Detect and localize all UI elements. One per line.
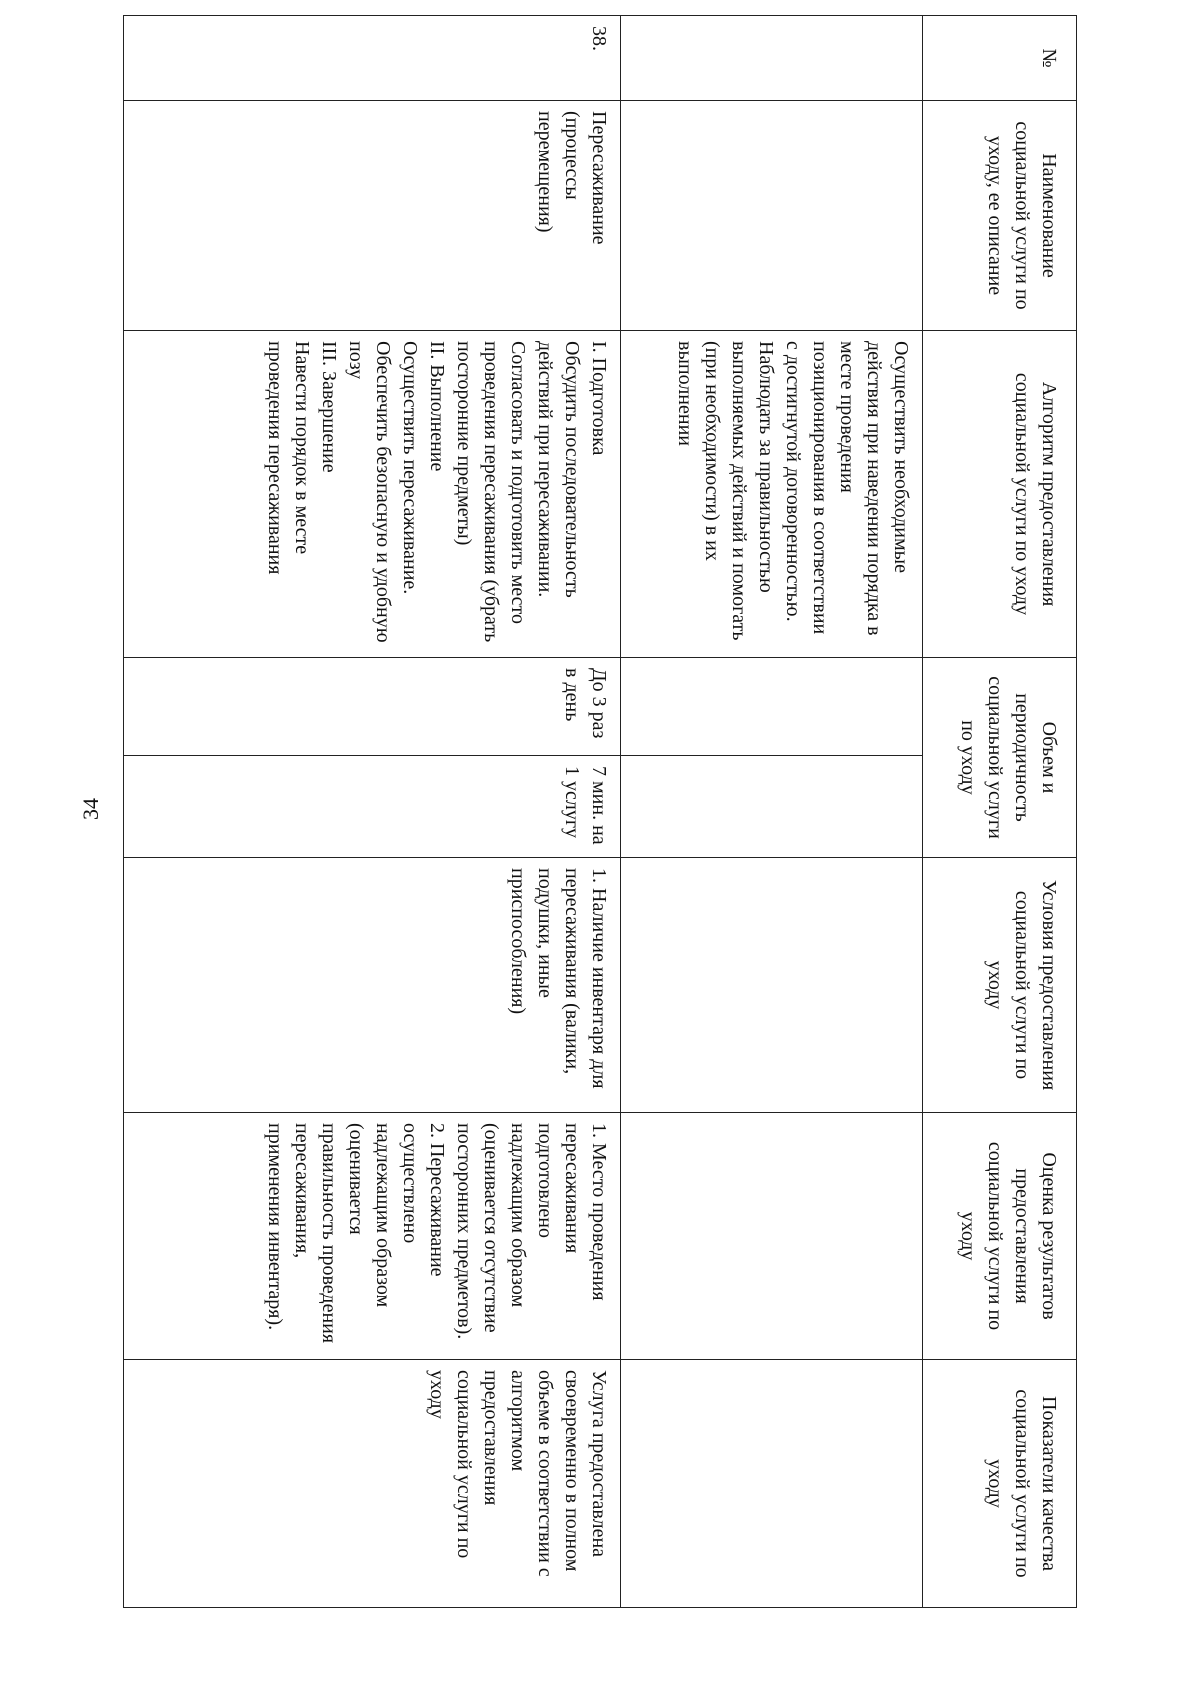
algorithm-line: Навести порядок в месте проведения пересаживания	[264, 341, 313, 575]
cell-name	[621, 101, 923, 331]
algorithm-line: Обеспечить безопасную и удобную позу	[345, 341, 394, 643]
header-row	[923, 16, 1077, 1608]
cell-name: Пересаживание (процессы перемещения)	[124, 101, 621, 331]
algorithm-line: II. Выполнение	[426, 341, 448, 472]
cell-num: 38.	[124, 16, 621, 101]
cell-volume	[621, 756, 923, 858]
cell-volume: 7 мин. на 1 услугу	[124, 756, 621, 858]
header-num: №	[923, 16, 1077, 101]
cell-conditions	[621, 858, 923, 1113]
header-volume: Объем и периодичность социальной услуги по уходу	[923, 658, 1077, 858]
cell-num	[621, 16, 923, 101]
page-number: 34	[78, 798, 103, 820]
header-algorithm: Алгоритм предоставления социальной услуги по уходу	[923, 331, 1077, 658]
cell-frequency	[621, 658, 923, 756]
algorithm-line: III. Завершение	[318, 341, 340, 473]
table-row	[621, 16, 923, 1608]
cell-quality: Услуга предоставлена своевременно в полном объеме в соответствии с алгоритмом предоставления социальной услуги по уходу	[124, 1360, 621, 1608]
services-table	[123, 15, 1077, 1608]
cell-frequency: До 3 раз в день	[124, 658, 621, 756]
algorithm-line: Наблюдать за правильностью выполняемых действий и помогать (при необходимости) в их выполнении	[674, 341, 777, 641]
cell-conditions: 1. Наличие инвентаря для пересаживания (валики, подушки, иные приспособления)	[124, 858, 621, 1113]
header-evaluation: Оценка результатов предоставления социальной услуги по уходу	[923, 1113, 1077, 1360]
rotated-table-container	[132, 15, 1077, 1607]
cell-quality	[621, 1360, 923, 1608]
cell-algorithm	[621, 331, 923, 658]
cell-evaluation	[124, 1113, 621, 1360]
evaluation-line: 1. Место проведения пересаживания подготовлено надлежащим образом (оценивается отсутствие посторонних предметов).	[453, 1123, 610, 1340]
table-row	[124, 16, 621, 1608]
algorithm-line: I. Подготовка	[588, 341, 610, 456]
evaluation-line: 2. Пересаживание осуществлено надлежащим образом (оценивается правильность проведения пересаживания, применения инвентаря).	[264, 1123, 448, 1344]
algorithm-line: Осуществить необходимые действия при наведении порядка в месте проведения позиционирования в соответствии с достигнутой договоренностью.	[782, 341, 912, 636]
algorithm-line: Осуществить пересаживание.	[399, 341, 421, 595]
algorithm-line: Согласовать и подготовить место проведения пересаживания (убрать посторонние предметы)	[453, 341, 529, 643]
algorithm-line: Обсудить последовательность действий при пересаживании.	[534, 341, 583, 598]
header-conditions: Условия предоставления социальной услуги по уходу	[923, 858, 1077, 1113]
header-name: Наименование социальной услуги по уходу, ее описание	[923, 101, 1077, 331]
header-quality: Показатели качества социальной услуги по уходу	[923, 1360, 1077, 1608]
cell-evaluation	[621, 1113, 923, 1360]
cell-algorithm	[124, 331, 621, 658]
